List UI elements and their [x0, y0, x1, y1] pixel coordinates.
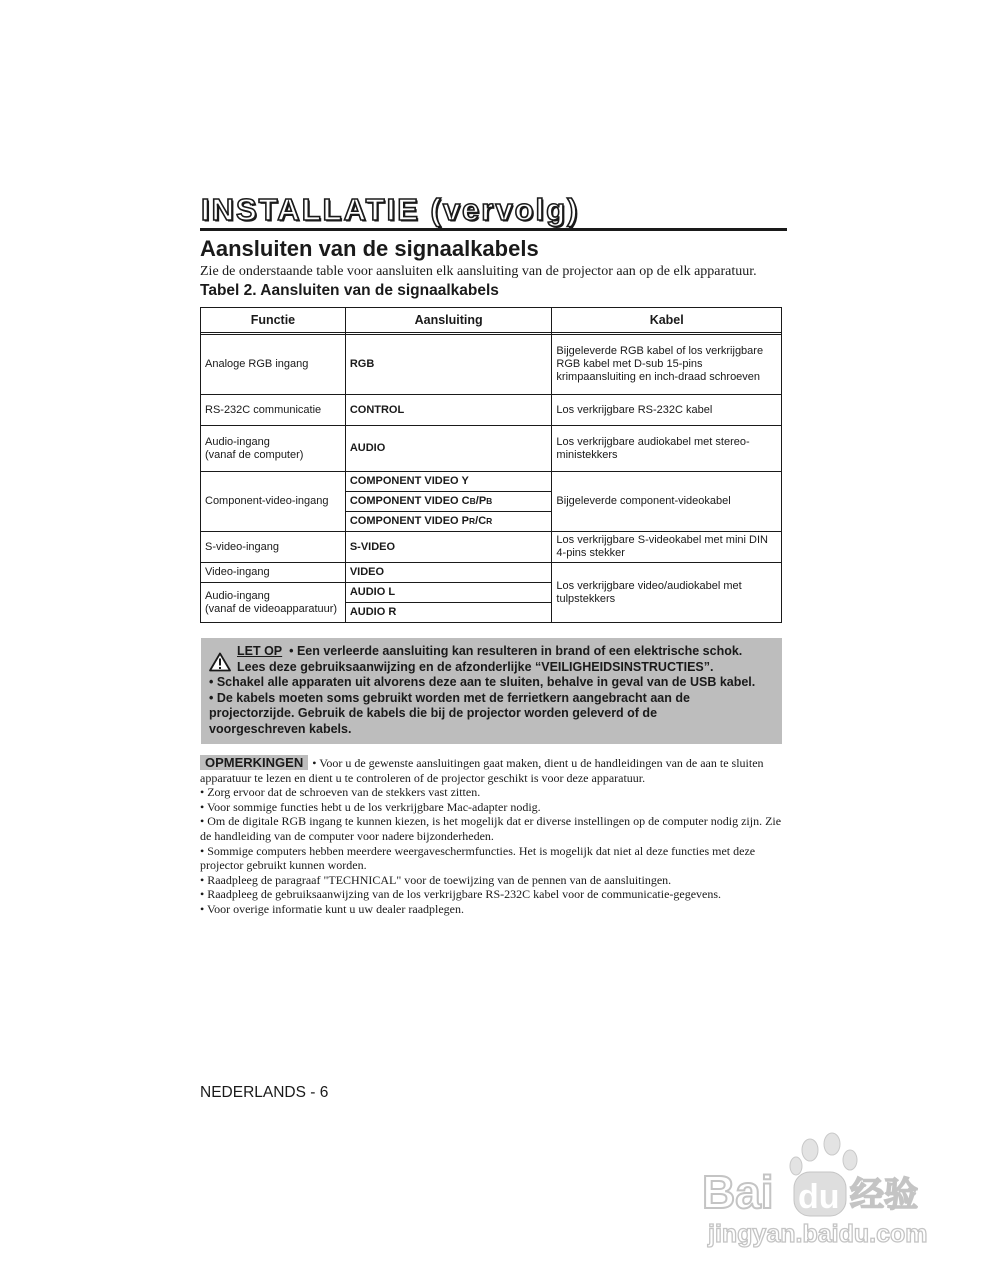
functie-line: (vanaf de videoapparatuur) — [205, 602, 338, 615]
kabel-cell: Bijgeleverde RGB kabel of los verkrijgbare RGB kabel met D-sub 15-pins krimpaansluiting en inch-draad schroeven — [552, 335, 782, 395]
kabel-cell: Los verkrijgbare S-videokabel met mini DIN 4-pins stekker — [552, 532, 782, 563]
aansluiting-cell: COMPONENT VIDEO Y — [345, 472, 552, 492]
notes-label: OPMERKINGEN — [200, 755, 308, 770]
note-item: • Zorg ervoor dat de schroeven van de stekkers vast zitten. — [200, 785, 481, 800]
subsection-title: Aansluiten van de signaalkabels — [200, 236, 539, 261]
table-row — [201, 532, 782, 563]
baidu-jingyan-watermark — [700, 1130, 940, 1260]
aansluiting-cell: S-VIDEO — [345, 532, 552, 563]
kabel-cell: Los verkrijgbare audiokabel met stereo-ministekkers — [552, 426, 782, 472]
section-title: INSTALLATIE (vervolg) — [201, 192, 580, 227]
watermark-brand-suffix: du — [798, 1178, 840, 1216]
connector-subscript: B — [486, 496, 493, 506]
signal-cable-table — [200, 307, 782, 623]
functie-line: (vanaf de computer) — [205, 448, 304, 461]
note-item: • Voor u de gewenste aansluitingen gaat maken, dient u de handleidingen van de aan te sluiten apparatuur te lezen en dient u te controleren of de projector geschikt is voor deze apparatuur. — [200, 756, 764, 785]
warning-line: voorgeschreven kabels. — [209, 722, 352, 736]
connector-subscript: R — [486, 516, 493, 526]
page-footer: NEDERLANDS - 6 — [200, 1084, 329, 1101]
table-row — [201, 472, 782, 492]
title-divider — [200, 228, 787, 231]
note-item: • Om de digitale RGB ingang te kunnen kiezen, is het mogelijk dat er diverse instellingen op de computer nodig zijn. Zie de handleiding van de computer voor nadere bijzonderheden. — [200, 814, 782, 843]
warning-line: projectorzijde. Gebruik de kabels die bij de projector worden geleverd of de — [209, 706, 658, 720]
functie-cell: Component-video-ingang — [201, 472, 346, 532]
aansluiting-cell — [345, 492, 552, 512]
warning-triangle-icon — [209, 652, 231, 672]
paw-toe — [843, 1150, 857, 1170]
warning-label: LET OP — [237, 644, 283, 658]
column-header-kabel: Kabel — [552, 308, 782, 333]
functie-cell: RS-232C communicatie — [201, 395, 346, 426]
paw-toe — [790, 1157, 802, 1175]
kabel-cell: Bijgeleverde component-videokabel — [552, 472, 782, 532]
watermark-cn: 经验 — [850, 1175, 918, 1215]
watermark-brand: Bai — [702, 1166, 774, 1218]
aansluiting-cell: VIDEO — [345, 563, 552, 583]
aansluiting-cell: AUDIO R — [345, 603, 552, 623]
functie-cell: Analoge RGB ingang — [201, 335, 346, 395]
functie-line: Audio-ingang — [205, 589, 270, 602]
functie-cell — [201, 426, 346, 472]
kabel-cell: Los verkrijgbare RS-232C kabel — [552, 395, 782, 426]
warning-line — [237, 644, 742, 660]
column-header-aansluiting: Aansluiting — [345, 308, 552, 333]
connector-subscript: B — [469, 496, 476, 506]
aansluiting-cell — [345, 512, 552, 532]
connector-subscript: R — [469, 516, 476, 526]
table-header-row — [201, 308, 782, 333]
note-item: • Voor overige informatie kunt u uw dealer raadplegen. — [200, 901, 465, 916]
warning-text: • Een verleerde aansluiting kan resulteren in brand of een elektrische schok. — [289, 644, 743, 658]
table-row — [201, 426, 782, 472]
watermark-url: jingyan.baidu.com — [708, 1220, 928, 1248]
kabel-cell: Los verkrijgbare video/audiokabel met tulpstekkers — [552, 563, 782, 623]
functie-cell: Video-ingang — [201, 563, 346, 583]
notes-section — [200, 756, 786, 917]
connector-separator: /C — [475, 515, 487, 527]
functie-cell: S-video-ingang — [201, 532, 346, 563]
note-item: • Raadpleeg de paragraaf "TECHNICAL" voor de toewijzing van de pennen van de aansluitingen. — [200, 872, 672, 887]
aansluiting-cell: CONTROL — [345, 395, 552, 426]
aansluiting-cell: RGB — [345, 335, 552, 395]
warning-line: • De kabels moeten soms gebruikt worden met de ferrietkern aangebracht aan de — [209, 691, 690, 705]
note-item: • Sommige computers hebben meerdere weergaveschermfuncties. Het is mogelijk dat niet al deze functies met deze projector gebruikt kunnen worden. — [200, 843, 756, 873]
warning-line: • Schakel alle apparaten uit alvorens deze aan te sluiten, behalve in geval van de USB kabel. — [209, 675, 756, 689]
notes-first-paragraph — [200, 756, 786, 785]
table-row — [201, 395, 782, 426]
connector-name: COMPONENT VIDEO C — [349, 495, 470, 507]
aansluiting-cell: AUDIO — [345, 426, 552, 472]
functie-line: Audio-ingang — [205, 435, 270, 448]
table-caption: Tabel 2. Aansluiten van de signaalkabels — [200, 282, 499, 299]
connector-separator: /P — [475, 495, 487, 507]
aansluiting-cell: AUDIO L — [345, 583, 552, 603]
warning-line: Lees deze gebruiksaanwijzing en de afzonderlijke “VEILIGHEIDSINSTRUCTIES”. — [237, 660, 714, 674]
table-row — [201, 563, 782, 583]
warning-box — [201, 638, 782, 744]
intro-text: Zie de onderstaande table voor aansluiten elk aansluiting van de projector aan op de elk apparatuur. — [200, 264, 757, 279]
table-row — [201, 335, 782, 395]
column-header-functie: Functie — [201, 308, 346, 333]
paw-toe — [802, 1139, 818, 1161]
note-item: • Voor sommige functies hebt u de los verkrijgbare Mac-adapter nodig. — [200, 799, 541, 814]
connector-name: COMPONENT VIDEO P — [349, 515, 470, 527]
note-item: • Raadpleeg de gebruiksaanwijzing van de los verkrijgbare RS-232C kabel voor de communicatie-gegevens. — [200, 887, 722, 902]
functie-cell — [201, 583, 346, 623]
paw-toe — [824, 1133, 840, 1155]
